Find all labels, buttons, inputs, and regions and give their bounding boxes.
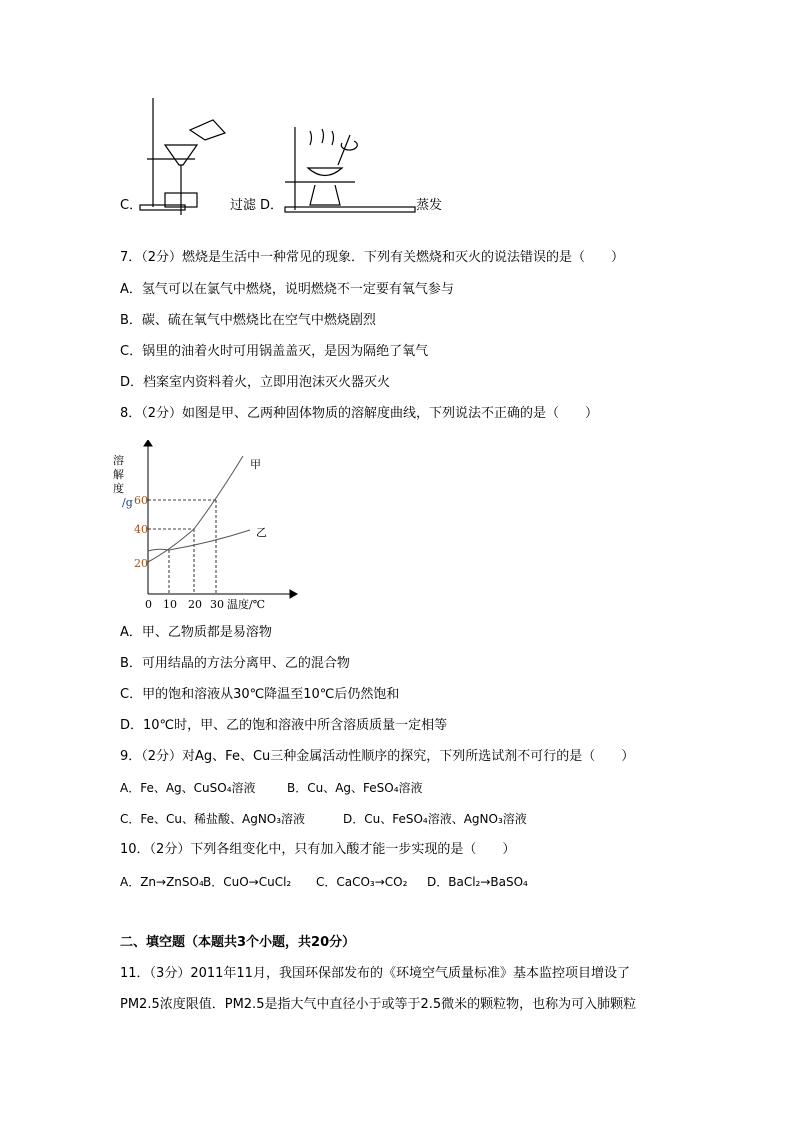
q10-option-a: A．Zn→ZnSO₄: [120, 875, 204, 889]
series-yi-curve: [148, 530, 250, 551]
q10-option-c: C．CaCO₃→CO₂: [316, 875, 408, 889]
q9-option-a: A．Fe、Ag、CuSO₄溶液: [120, 781, 256, 795]
q9-stem: 9．（2分）对Ag、Fe、Cu三种金属活动性顺序的探究，下列所选试剂不可行的是（ ）: [120, 749, 635, 764]
q7-option-b: B．碳、硫在氧气中燃烧比在空气中燃烧剧烈: [120, 313, 376, 328]
q9-option-d: D．Cu、FeSO₄溶液、AgNO₃溶液: [343, 812, 527, 826]
q6-option-c-label: C．: [120, 198, 143, 213]
y-tick-20: 20: [134, 557, 148, 570]
x-tick-30: 30: [210, 598, 224, 611]
evaporation-apparatus-image: [280, 125, 420, 215]
y-label-2: 解: [113, 468, 124, 481]
y-tick-60: 60: [134, 494, 148, 507]
y-label-3: 度: [113, 482, 124, 495]
y-tick-40: 40: [134, 523, 148, 536]
q11-line-2: PM2.5浓度限值．PM2.5是指大气中直径小于或等于2.5微米的颗粒物，也称为可入肺颗粒: [120, 997, 637, 1012]
q11-line-1: 11．（3分）2011年11月，我国环保部发布的《环境空气质量标准》基本监控项目增设了: [120, 966, 630, 981]
solubility-chart: [110, 440, 310, 615]
x-tick-0: 0: [145, 598, 152, 611]
q10-option-d: D．BaCl₂→BaSO₄: [427, 875, 528, 889]
q8-option-c: C．甲的饱和溶液从30℃降温至10℃后仍然饱和: [120, 687, 400, 702]
q9-option-b: B．Cu、Ag、FeSO₄溶液: [287, 781, 423, 795]
q6-option-d-caption: 蒸发: [416, 198, 443, 213]
q8-option-d: D．10℃时，甲、乙的饱和溶液中所含溶质质量一定相等: [120, 718, 448, 733]
y-label-unit: /g: [122, 496, 133, 509]
filtration-apparatus-image: [135, 95, 235, 215]
q10-option-b: B．CuO→CuCl₂: [203, 875, 292, 889]
q7-option-c: C．锅里的油着火时可用锅盖盖灭，是因为隔绝了氧气: [120, 344, 429, 359]
q7-option-a: A．氢气可以在氯气中燃烧，说明燃烧不一定要有氧气参与: [120, 282, 454, 297]
q7-option-d: D．档案室内资料着火，立即用泡沫灭火器灭火: [120, 375, 391, 390]
series-yi-label: 乙: [256, 526, 267, 539]
q9-option-c: C．Fe、Cu、稀盐酸、AgNO₃溶液: [120, 812, 306, 826]
section-2-title: 二、填空题（本题共3个小题，共20分）: [120, 935, 356, 950]
y-label-1: 溶: [113, 454, 124, 467]
q7-stem: 7．（2分）燃烧是生活中一种常见的现象．下列有关燃烧和灭火的说法错误的是（ ）: [120, 250, 625, 265]
q10-stem: 10．（2分）下列各组变化中，只有加入酸才能一步实现的是（ ）: [120, 842, 516, 857]
series-jia-curve: [148, 456, 243, 562]
x-tick-10: 10: [163, 598, 177, 611]
q6-option-c-caption: 过滤: [230, 198, 257, 213]
x-axis-label: 温度/℃: [227, 598, 266, 611]
q8-option-a: A．甲、乙物质都是易溶物: [120, 625, 272, 640]
q8-option-b: B．可用结晶的方法分离甲、乙的混合物: [120, 656, 350, 671]
q6-option-d-label: D．: [260, 198, 284, 213]
x-tick-20: 20: [188, 598, 202, 611]
series-jia-label: 甲: [250, 458, 261, 471]
q8-stem: 8．（2分）如图是甲、乙两种固体物质的溶解度曲线，下列说法不正确的是（ ）: [120, 406, 599, 421]
